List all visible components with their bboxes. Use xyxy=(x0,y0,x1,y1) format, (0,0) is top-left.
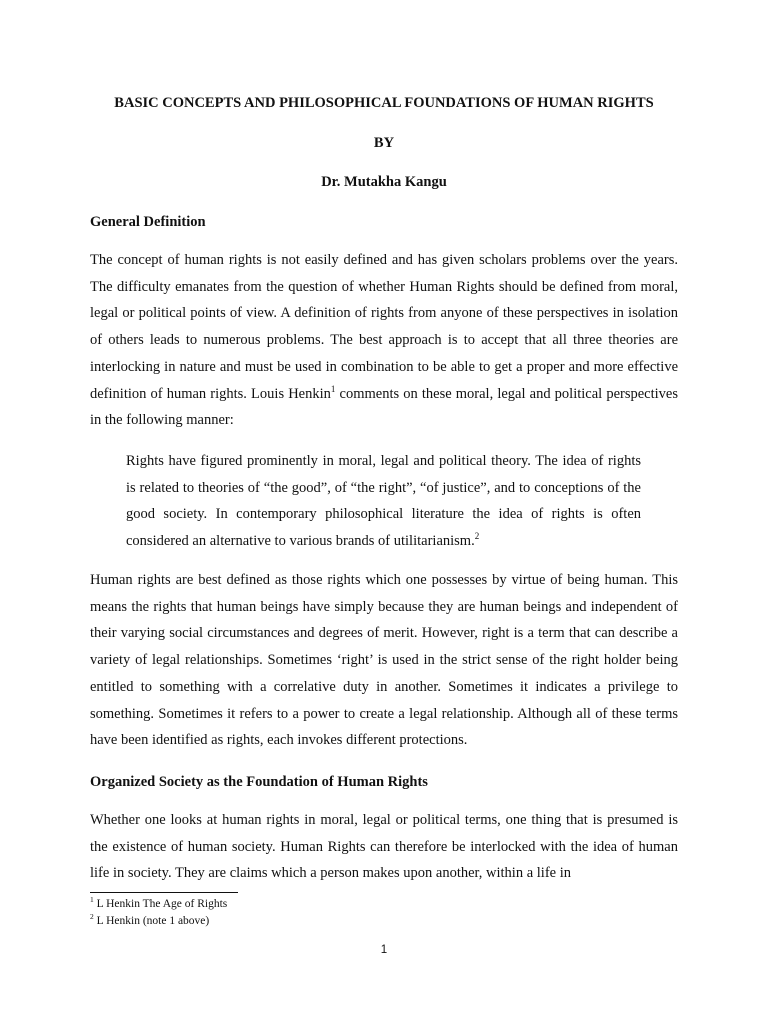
paragraph-text: The concept of human rights is not easily defined and has given scholars problems over the years. The difficulty emanates from the question of whether Human Rights should be defined from moral, legal or political points of view. A definition of rights from anyone of these perspectives in isolation of others leads to numerous problems. The best approach is to accept that all three theories are interlocking in nature and must be used in combination to be able to get a proper and more effective definition of human rights. Louis Henkin xyxy=(90,252,678,402)
paragraph-text-tail: comments on these moral, legal and political perspectives in the following manner: xyxy=(90,385,678,429)
author-name: Dr. Mutakha Kangu xyxy=(321,174,447,190)
footnote-ref-2[interactable]: 2 xyxy=(474,530,480,541)
paragraph-organized-society: Whether one looks at human rights in moral, legal or political terms, one thing that is presumed is the existence of human society. Human Rights can therefore be interlocked with the idea of human life in society. They are claims which a person makes upon another, within a life in xyxy=(90,812,678,882)
footnote-2 xyxy=(90,914,209,929)
quote-text: Rights have figured prominently in moral, legal and political theory. The idea of rights is related to theories of “the good”, of “the right”, “of justice”, and to conceptions of the good society. In contemporary philosophical literature the idea of rights is often considered an alternative to various brands of utilitarianism. xyxy=(126,453,641,549)
paragraph-human-rights-definition: Human rights are best defined as those rights which one possesses by virtue of being human. This means the rights that human beings have simply because they are human beings and independent of their varying social circumstances and degrees of merit. However, right is a term that can describe a variety of legal relationships. Sometimes ‘right’ is used in the strict sense of the right holder being entitled to something with a correlative duty in another. Sometimes it indicates a privilege to something. Sometimes it refers to a power to create a legal relationship. Although all of these terms have been identified as rights, each invokes different protections. xyxy=(90,572,678,749)
section-heading-general-definition: General Definition xyxy=(90,214,206,230)
page-number: 1 xyxy=(380,944,388,956)
footnote-text-2: L Henkin (note 1 above) xyxy=(93,915,210,927)
section-heading-organized-society: Organized Society as the Foundation of Human Rights xyxy=(90,774,428,790)
footnote-text-1: L Henkin The Age of Rights xyxy=(93,898,228,910)
footnote-mark-1: 1 xyxy=(90,895,94,905)
footnote-mark-2: 2 xyxy=(90,912,94,922)
document-title: BASIC CONCEPTS AND PHILOSOPHICAL FOUNDATIONS OF HUMAN RIGHTS xyxy=(114,95,654,111)
block-quote xyxy=(126,448,641,554)
by-line: BY xyxy=(373,135,395,151)
footnote-separator xyxy=(90,892,238,893)
footnote-ref-1[interactable]: 1 xyxy=(330,383,336,394)
paragraph-general-definition xyxy=(90,247,678,434)
footnote-1 xyxy=(90,897,227,912)
